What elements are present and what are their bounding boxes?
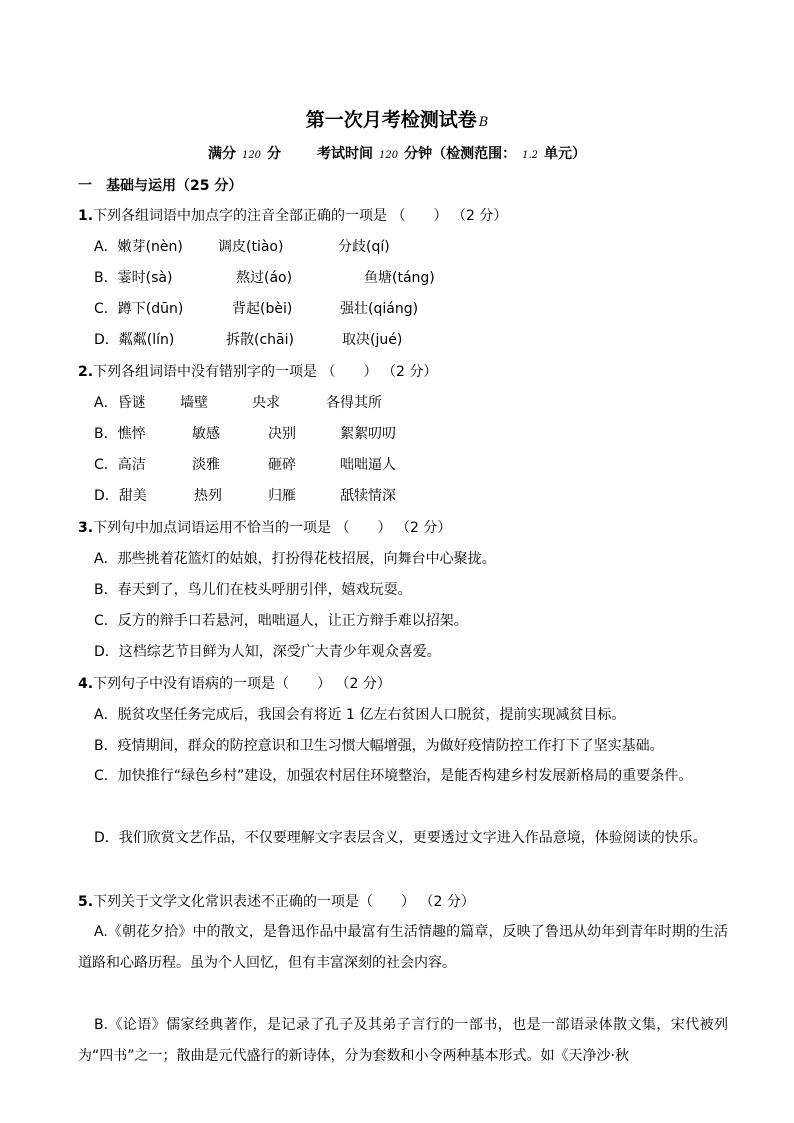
q3-option-a: A．那些挑着花篮灯的姑娘，打扮得花枝招展，向舞台中心聚拢。: [94, 551, 496, 567]
range-value: 1.2: [522, 150, 539, 161]
score-label: 满分: [207, 146, 236, 162]
question-1-stem: [78, 207, 507, 225]
question-3-text: 下列句中加点词语运用不恰当的一项是 （ ） （2 分）: [93, 520, 452, 536]
q2-option-d-word4: 舐犊情深: [340, 488, 396, 504]
q2-option-a-word4: 各得其所: [326, 395, 382, 411]
q4-option-d: D．我们欣赏文艺作品，不仅要理解文字表层含义，更要透过文字进入作品意境，体验阅读的快乐。: [94, 830, 707, 846]
question-5-number: 5.: [78, 894, 94, 910]
score-value: 120: [241, 150, 262, 161]
q2-option-b-word1: B．憔悴: [94, 426, 146, 442]
q4-option-c: C．加快推行“绿色乡村”建设，加强农村居住环境整治，是能否构建乡村发展新格局的重要条件。: [94, 768, 693, 784]
question-2-stem: [78, 363, 437, 381]
q2-option-d-word3: 归雁: [268, 488, 296, 504]
question-2-text: 下列各组词语中没有错别字的一项是 （ ） （2 分）: [93, 364, 438, 380]
q1-option-d-word2: 拆散(chāi): [226, 332, 294, 348]
question-1-number: 1.: [78, 208, 94, 224]
q3-option-d: D．这档综艺节目鲜为人知，深受广大青少年观众喜爱。: [94, 644, 441, 660]
q2-option-a-word2: 墙壁: [180, 395, 208, 411]
q2-option-b-word3: 决别: [268, 426, 296, 442]
q1-option-a-word1: A．嫩芽(nèn): [94, 239, 183, 255]
question-4-number: 4.: [78, 676, 94, 692]
q2-option-c-word2: 淡雅: [192, 457, 220, 473]
q1-option-c-word2: 背起(bèi): [232, 301, 293, 317]
q2-option-c-word4: 咄咄逼人: [340, 457, 396, 473]
q3-option-b: B．春天到了，鸟儿们在枝头呼朋引伴，嬉戏玩耍。: [94, 582, 412, 598]
q2-option-a-word1: A．昏谜: [94, 395, 146, 411]
question-5-stem: [78, 893, 475, 911]
q5-option-b: B.《论语》儒家经典著作，是记录了孔子及其弟子言行的一部书，也是一部语录体散文集，宋代被列为“四书”之一；散曲是元代盛行的新诗体，分为套数和小令两种基本形式。如《天净沙·秋: [78, 1017, 728, 1064]
q1-option-c-word1: C．蹲下(dūn): [94, 301, 184, 317]
q1-option-b-word2: 熬过(áo): [236, 270, 293, 286]
section-1-heading: 一 基础与运用（25 分）: [78, 178, 243, 194]
title-suffix: B: [478, 115, 489, 130]
time-unit: 分钟（检测范围：: [404, 146, 517, 162]
q2-option-b-word2: 敏感: [192, 426, 220, 442]
question-5-text: 下列关于文学文化常识表述不正确的一项是（ ） （2 分）: [93, 894, 475, 910]
question-3-number: 3.: [78, 520, 94, 536]
q2-option-c-word1: C．高洁: [94, 457, 146, 473]
q1-option-d-word3: 取决(jué): [342, 332, 403, 348]
q1-option-b-word3: 鱼塘(táng): [364, 270, 435, 286]
q2-option-a-word3: 央求: [252, 395, 280, 411]
time-value: 120: [379, 150, 399, 161]
q1-option-a-word3: 分歧(qí): [338, 239, 390, 255]
title-text: 第一次月考检测试卷: [305, 109, 477, 131]
question-4-stem: [78, 675, 391, 693]
q2-option-c-word3: 砸碎: [268, 457, 296, 473]
question-2-number: 2.: [78, 364, 94, 380]
q1-option-b-word1: B．霎时(sà): [94, 270, 173, 286]
q5-option-a: A.《朝花夕拾》中的散文，是鲁迅作品中最富有生活情趣的篇章，反映了鲁迅从幼年到青年时期的生活道路和心路历程。虽为个人回忆，但有丰富深刻的社会内容。: [78, 924, 728, 971]
exam-title: [0, 108, 794, 135]
q2-option-d-word1: D．甜美: [94, 488, 147, 504]
score-unit: 分: [267, 146, 282, 162]
q4-option-a: A．脱贫攻坚任务完成后，我国会有将近 1 亿左右贫困人口脱贫，提前实现减贫目标。: [94, 707, 626, 723]
exam-info-line: [0, 145, 794, 165]
time-label: 考试时间: [317, 146, 374, 162]
range-unit: 单元）: [544, 146, 587, 162]
q3-option-c: C．反方的辩手口若悬河，咄咄逼人，让正方辩手难以招架。: [94, 613, 468, 629]
q2-option-d-word2: 热列: [194, 488, 222, 504]
q1-option-a-word2: 调皮(tiào): [218, 239, 284, 255]
q4-option-b: B．疫情期间，群众的防控意识和卫生习惯大幅增强，为做好疫情防控工作打下了坚实基础。: [94, 738, 664, 754]
q2-option-b-word4: 絮絮叨叨: [340, 426, 396, 442]
q1-option-d-word1: D．粼粼(lín): [94, 332, 175, 348]
question-4-text: 下列句子中没有语病的一项是（ ） （2 分）: [93, 676, 391, 692]
question-1-text: 下列各组词语中加点字的注音全部正确的一项是 （ ） （2 分）: [93, 208, 508, 224]
question-3-stem: [78, 519, 451, 537]
q1-option-c-word3: 强壮(qiáng): [340, 301, 419, 317]
